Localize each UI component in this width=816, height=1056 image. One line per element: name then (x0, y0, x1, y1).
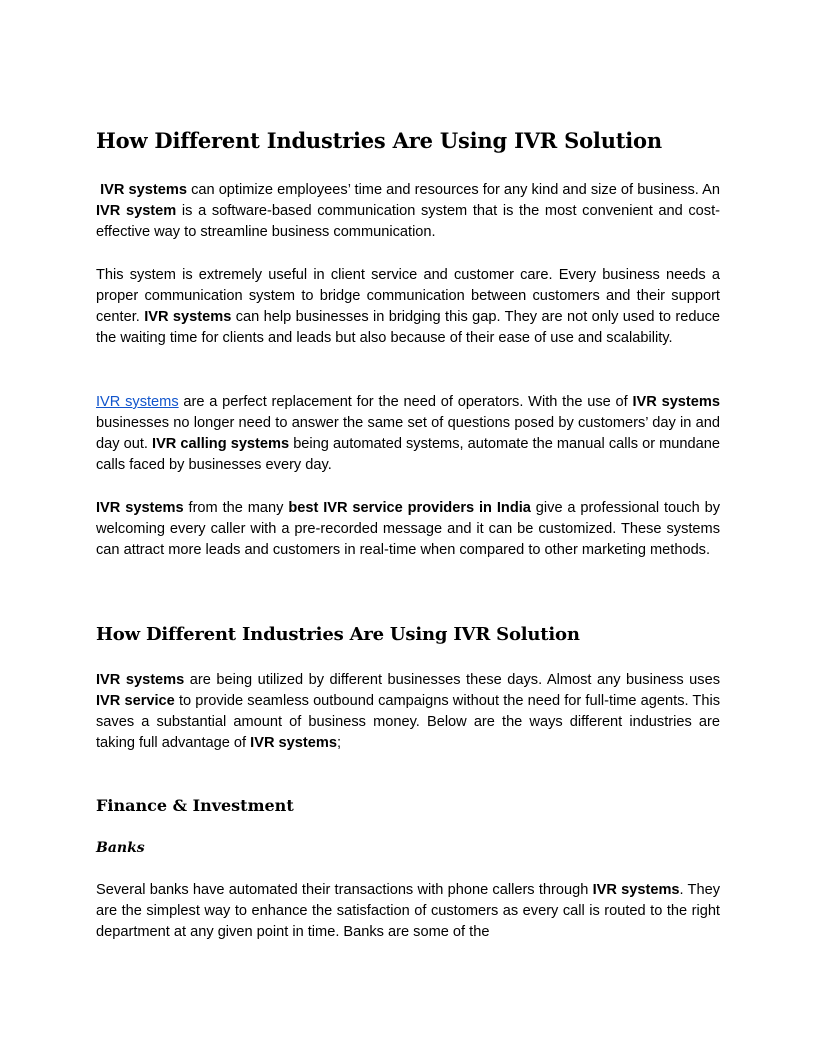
paragraph-industries: IVR systems are being utilized by different businesses these days. Almost any business uses IVR service to provide seamless outbound campaigns without the need for full-time agents. This saves a substantial amount of business money. Below are the ways different industries are taking full advantage of IVR systems; (96, 672, 720, 751)
paragraph-operators: IVR systems are a perfect replacement for the need of operators. With the use of IVR systems businesses no longer need to answer the same set of questions posed by customers’ day in and day out. IVR calling systems being automated systems, automate the manual calls or mundane calls faced by businesses every day. (96, 394, 720, 473)
page-title: How Different Industries Are Using IVR Solution (96, 128, 662, 153)
bold-term: IVR systems (250, 735, 337, 751)
bold-term: IVR systems (96, 672, 185, 688)
bold-term: IVR system (96, 203, 177, 219)
bold-term: IVR service (96, 693, 175, 709)
ivr-systems-link[interactable]: IVR systems (96, 394, 179, 410)
subheading-banks: Banks (96, 840, 145, 856)
paragraph-customer-service: This system is extremely useful in client service and customer care. Every business needs a proper communication system to bridge communication between customers and their support center. IVR systems can help businesses in bridging this gap. They are not only used to reduce the waiting time for clients and leads but also because of their ease of use and scalability. (96, 267, 720, 346)
bold-term: IVR systems (144, 309, 232, 325)
section-heading: How Different Industries Are Using IVR Solution (96, 624, 580, 645)
bold-term: IVR calling systems (152, 436, 290, 452)
paragraph-providers: IVR systems from the many best IVR service providers in India give a professional touch by welcoming every caller with a pre-recorded message and it can be customized. These systems can attract more leads and customers in real-time when compared to other marketing methods. (96, 500, 720, 558)
paragraph-banks: Several banks have automated their transactions with phone callers through IVR systems. They are the simplest way to enhance the satisfaction of customers as every call is routed to the right department at any given point in time. Banks are some of the (96, 882, 721, 940)
document-page (96, 0, 720, 1056)
bold-term: IVR systems (632, 394, 720, 410)
bold-term: IVR systems (592, 882, 680, 898)
bold-term: best IVR service providers in India (288, 500, 531, 516)
bold-term: IVR systems (96, 500, 184, 516)
subsection-heading-finance: Finance & Investment (96, 796, 294, 815)
bold-term: IVR systems (100, 182, 187, 198)
intro-paragraph: IVR systems can optimize employees’ time and resources for any kind and size of business. An IVR system is a software-based communication system that is the most convenient and cost-effective way to streamline business communication. (96, 182, 720, 240)
